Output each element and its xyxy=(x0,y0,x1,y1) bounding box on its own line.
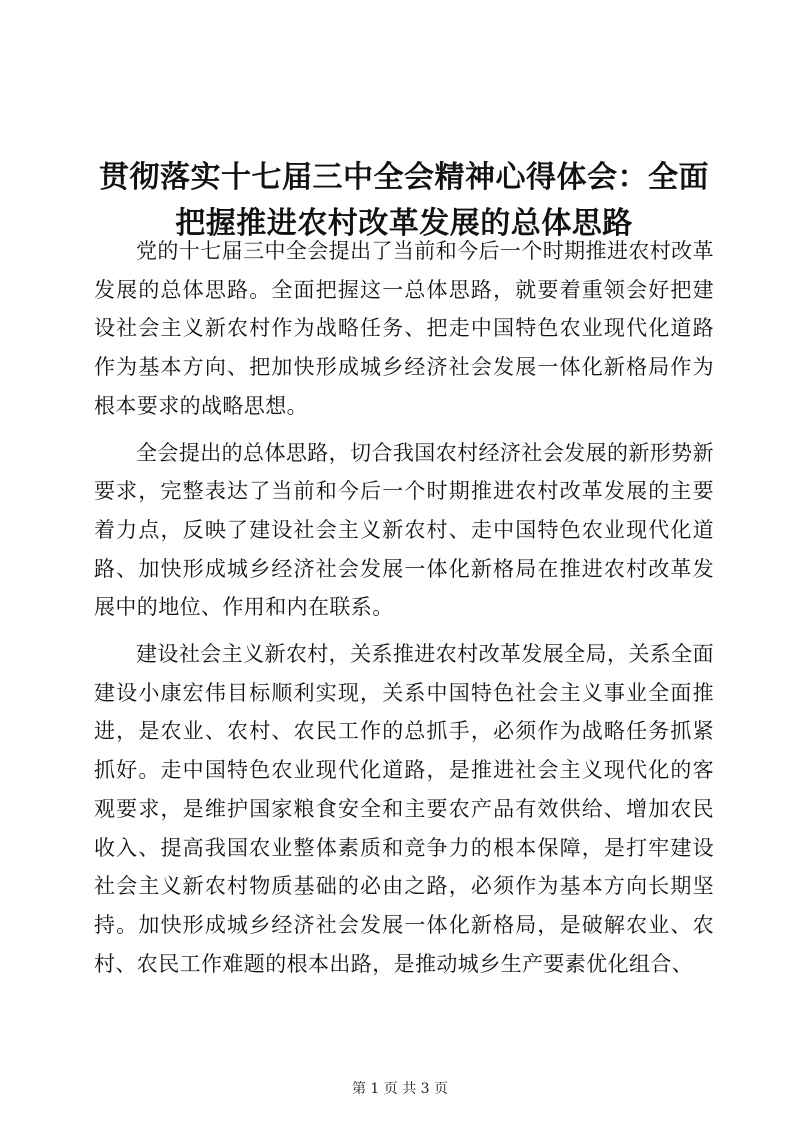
page-footer: 第 1 页 共 3 页 xyxy=(351,1081,449,1097)
document-body xyxy=(94,232,714,983)
paragraph-3: 建设社会主义新农村，关系推进农村改革发展全局，关系全面建设小康宏伟目标顺利实现，关系中国特色社会主义事业全面推进，是农业、农村、农民工作的总抓手，必须作为战略任务抓紧抓好。走中国特色农业现代化道路，是推进社会主义现代化的客观要求，是维护国家粮食安全和主要农产品有效供给、增加农民收入、提高我国农业整体素质和竞争力的根本保障，是打牢建设社会主义新农村物质基础的必由之路，必须作为基本方向长期坚持。加快形成城乡经济社会发展一体化新格局，是破解农业、农村、农民工作难题的根本出路，是推动城乡生产要素优化组合、 xyxy=(94,642,714,976)
paragraph-1: 党的十七届三中全会提出了当前和今后一个时期推进农村改革发展的总体思路。全面把握这一总体思路，就要着重领会好把建设社会主义新农村作为战略任务、把走中国特色农业现代化道路作为基本方向、把加快形成城乡经济社会发展一体化新格局作为根本要求的战略思想。 xyxy=(94,239,714,418)
document-title: 贯彻落实十七届三中全会精神心得体会：全面把握推进农村改革发展的总体思路 xyxy=(99,160,709,242)
paragraph-2: 全会提出的总体思路，切合我国农村经济社会发展的新形势新要求，完整表达了当前和今后一个时期推进农村改革发展的主要着力点，反映了建设社会主义新农村、走中国特色农业现代化道路、加快形成城乡经济社会发展一体化新格局在推进农村改革发展中的地位、作用和内在联系。 xyxy=(94,440,714,620)
